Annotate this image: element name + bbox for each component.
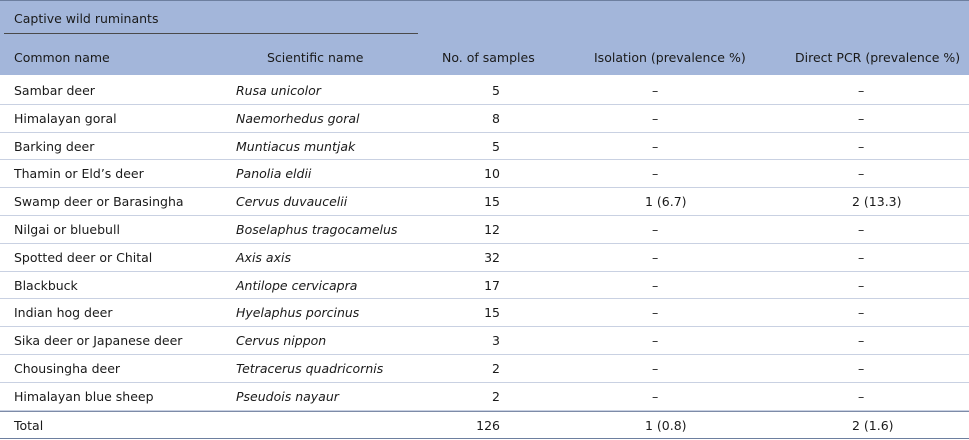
common-name-cell: Thamin or Eld’s deer bbox=[14, 166, 144, 182]
samples-cell: 15 bbox=[484, 305, 500, 321]
table-body bbox=[0, 77, 969, 440]
direct-pcr-cell: – bbox=[858, 138, 865, 154]
samples-cell: 2 bbox=[492, 388, 500, 404]
table-row bbox=[0, 216, 969, 244]
common-name-cell: Sika deer or Japanese deer bbox=[14, 333, 183, 349]
direct-pcr-cell: – bbox=[858, 83, 865, 98]
isolation-cell: – bbox=[652, 305, 659, 321]
direct-pcr-cell: – bbox=[858, 388, 865, 404]
isolation-cell: 1 (6.7) bbox=[645, 194, 687, 210]
common-name-cell: Sambar deer bbox=[14, 83, 95, 98]
header-common-name: Common name bbox=[14, 50, 110, 65]
isolation-cell: – bbox=[652, 333, 659, 349]
direct-pcr-cell: 2 (13.3) bbox=[852, 194, 902, 210]
isolation-cell: – bbox=[652, 110, 659, 126]
common-name-cell: Swamp deer or Barasingha bbox=[14, 194, 184, 210]
total-label: Total bbox=[14, 417, 44, 433]
isolation-cell: – bbox=[652, 360, 659, 376]
samples-cell: 5 bbox=[492, 138, 500, 154]
isolation-cell: – bbox=[652, 138, 659, 154]
header-isolation: Isolation (prevalence %) bbox=[594, 50, 746, 65]
table-row bbox=[0, 355, 969, 383]
samples-cell: 8 bbox=[492, 110, 500, 126]
direct-pcr-cell: – bbox=[858, 249, 865, 265]
isolation-cell: – bbox=[652, 249, 659, 265]
header-samples: No. of samples bbox=[442, 50, 535, 65]
common-name-cell: Nilgai or bluebull bbox=[14, 221, 120, 237]
common-name-cell: Spotted deer or Chital bbox=[14, 249, 153, 265]
table-row bbox=[0, 77, 969, 105]
direct-pcr-cell: – bbox=[858, 277, 865, 293]
samples-cell: 10 bbox=[484, 166, 500, 182]
direct-pcr-cell: – bbox=[858, 110, 865, 126]
common-name-cell: Chousingha deer bbox=[14, 360, 121, 376]
samples-cell: 12 bbox=[484, 221, 500, 237]
common-name-cell: Blackbuck bbox=[14, 277, 78, 293]
scientific-name-cell: Pseudois nayaur bbox=[236, 388, 339, 404]
samples-cell: 3 bbox=[492, 333, 500, 349]
table-row bbox=[0, 299, 969, 327]
samples-cell: 5 bbox=[492, 83, 500, 98]
samples-cell: 2 bbox=[492, 360, 500, 376]
group-label: Captive wild ruminants bbox=[14, 11, 159, 26]
scientific-name-cell: Tetracerus quadricornis bbox=[236, 360, 384, 376]
scientific-name-cell: Antilope cervicapra bbox=[236, 277, 358, 293]
scientific-name-cell: Panolia eldii bbox=[236, 166, 312, 182]
header-scientific-name: Scientific name bbox=[267, 50, 364, 65]
isolation-cell: – bbox=[652, 83, 659, 98]
table-row bbox=[0, 327, 969, 355]
direct-pcr-cell: – bbox=[858, 305, 865, 321]
scientific-name-cell: Muntiacus muntjak bbox=[236, 138, 356, 154]
isolation-cell: – bbox=[652, 277, 659, 293]
table-row bbox=[0, 383, 969, 411]
table-row bbox=[0, 188, 969, 216]
isolation-cell: – bbox=[652, 166, 659, 182]
direct-pcr-cell: – bbox=[858, 221, 865, 237]
scientific-name-cell: Cervus duvaucelii bbox=[236, 194, 348, 210]
total-isolation: 1 (0.8) bbox=[645, 417, 687, 433]
scientific-name-cell: Axis axis bbox=[236, 249, 291, 265]
total-direct-pcr: 2 (1.6) bbox=[852, 417, 894, 433]
scientific-name-cell: Hyelaphus porcinus bbox=[236, 305, 360, 321]
scientific-name-cell: Naemorhedus goral bbox=[236, 110, 360, 126]
header-direct-pcr: Direct PCR (prevalence %) bbox=[795, 50, 961, 65]
common-name-cell: Himalayan blue sheep bbox=[14, 388, 154, 404]
table-row bbox=[0, 105, 969, 133]
table-row bbox=[0, 244, 969, 272]
common-name-cell: Indian hog deer bbox=[14, 305, 113, 321]
scientific-name-cell: Boselaphus tragocamelus bbox=[236, 221, 398, 237]
common-name-cell: Himalayan goral bbox=[14, 110, 117, 126]
table-row bbox=[0, 160, 969, 188]
scientific-name-cell: Rusa unicolor bbox=[236, 83, 321, 98]
direct-pcr-cell: – bbox=[858, 360, 865, 376]
isolation-cell: – bbox=[652, 221, 659, 237]
table-row bbox=[0, 133, 969, 161]
samples-cell: 15 bbox=[484, 194, 500, 210]
samples-cell: 17 bbox=[484, 277, 500, 293]
isolation-cell: – bbox=[652, 388, 659, 404]
samples-cell: 32 bbox=[484, 249, 500, 265]
total-row bbox=[0, 411, 969, 440]
scientific-name-cell: Cervus nippon bbox=[236, 333, 327, 349]
common-name-cell: Barking deer bbox=[14, 138, 95, 154]
direct-pcr-cell: – bbox=[858, 333, 865, 349]
direct-pcr-cell: – bbox=[858, 166, 865, 182]
table-header bbox=[0, 0, 969, 75]
group-rule bbox=[4, 33, 418, 34]
table-row bbox=[0, 272, 969, 300]
total-samples: 126 bbox=[476, 417, 500, 433]
